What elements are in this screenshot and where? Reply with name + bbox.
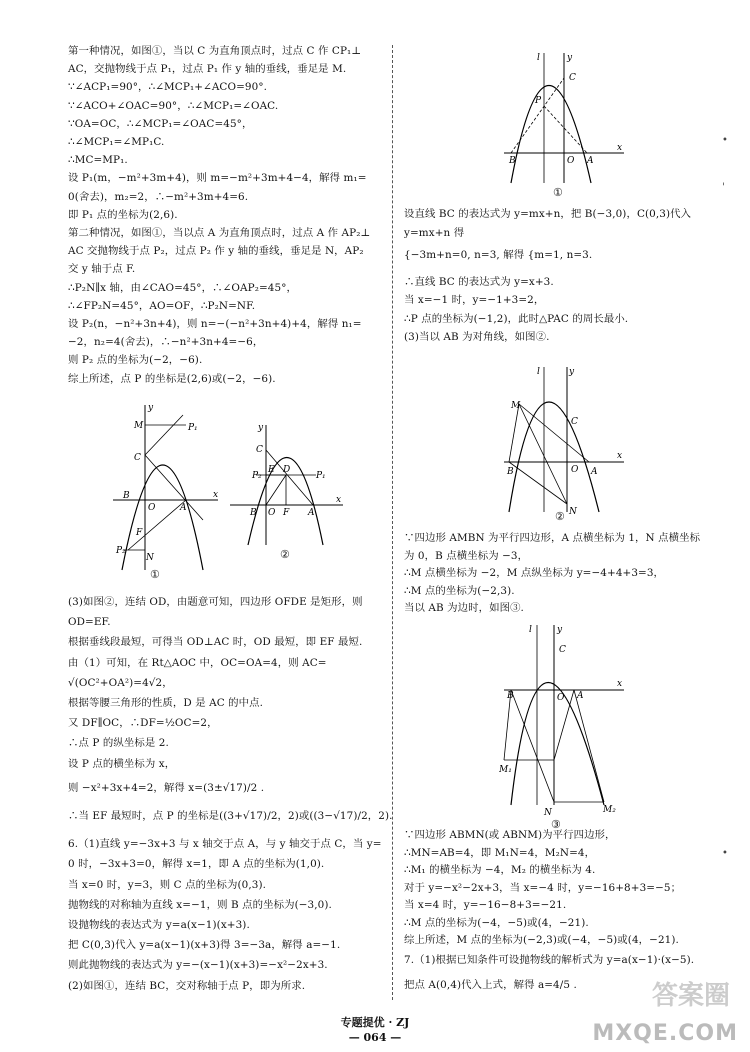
- text-line: ∵∠ACP₁=90°，∴∠MCP₁+∠ACO=90°.: [68, 81, 268, 94]
- text-line: ∴M₁ 的横坐标为 −4，M₂ 的横坐标为 4.: [404, 864, 596, 876]
- svg-text:O: O: [148, 503, 156, 513]
- text-line: OD=EF.: [68, 616, 111, 629]
- text-line: 设直线 BC 的表达式为 y=mx+n，把 B(−3,0)，C(0,3)代入: [404, 208, 692, 220]
- svg-text:P₁: P₁: [188, 423, 198, 433]
- text-line: AC，交抛物线于点 P₁，过点 P₁ 作 y 轴的垂线，垂足是 M.: [68, 63, 347, 76]
- text-line: 当 x=−1 时，y=−1+3=2，: [404, 294, 545, 306]
- text-line: 0 时，−3x+3=0，解得 x=1，即 A 点的坐标为(1,0).: [68, 858, 325, 871]
- svg-text:l: l: [537, 53, 540, 63]
- svg-text:D: D: [283, 465, 291, 475]
- parabola-figure-2: [228, 420, 348, 560]
- text-line: 根据垂线段最短，可得当 OD⊥AC 时，OD 最短，即 EF 最短.: [68, 636, 363, 649]
- svg-text:B: B: [509, 156, 516, 166]
- text-line: √(OC²+OA²)=4√2，: [68, 676, 173, 689]
- text-line: ∵四边形 ABMN(或 ABNM)为平行四边形，: [404, 829, 616, 841]
- svg-text:A: A: [180, 503, 187, 513]
- text-line: 则 −x²+3x+4=2，解得 x=(3±√17)/2 .: [68, 781, 265, 794]
- parabola-figure-r3: [499, 620, 629, 820]
- text-line: 设 P₂(n，−n²+3n+4)，则 n=−(−n²+3n+4)+4，解得 n₁=: [68, 318, 362, 330]
- figure-caption: ①: [553, 186, 563, 199]
- text-line: 又 DF∥OC，∴DF=½OC=2，: [68, 717, 218, 730]
- text-line: ∴∠MCP₁=∠MP₁C.: [68, 136, 165, 148]
- text-line: y=mx+n 得: [404, 226, 465, 239]
- text-line: 当 x=0 时，y=3，则 C 点的坐标为(0,3).: [68, 878, 267, 891]
- text-line: (3)当以 AB 为对角线，如图②.: [404, 331, 550, 343]
- text-line: ∴点 P 的纵坐标是 2.: [68, 737, 169, 750]
- svg-text:P: P: [535, 96, 542, 106]
- figure-caption: ①: [150, 568, 160, 581]
- svg-text:C: C: [134, 453, 141, 463]
- svg-text:y: y: [557, 625, 563, 635]
- text-line: 第一种情况，如图①，当以 C 为直角顶点时，过点 C 作 CP₁⊥: [68, 45, 362, 57]
- text-line: 6.（1)直线 y=−3x+3 与 x 轴交于点 A，与 y 轴交于点 C，当 y=: [68, 838, 382, 851]
- text-line: −2，n₂=4(舍去)，∴−n²+3n+4=−6，: [68, 336, 264, 349]
- svg-text:y: y: [148, 403, 154, 413]
- figure-caption: ②: [280, 548, 290, 561]
- text-line: (2)如图①，连结 BC，交对称轴于点 P，即为所求.: [68, 979, 306, 992]
- svg-text:C: C: [571, 417, 578, 427]
- text-line: 交 y 轴于点 F.: [68, 263, 136, 276]
- footer-title: 专题提优 · ZJ: [340, 1016, 410, 1029]
- figure-caption: ②: [555, 510, 565, 523]
- svg-text:N: N: [569, 507, 577, 517]
- svg-text:N: N: [146, 553, 154, 563]
- right-figure-3: [499, 620, 629, 831]
- text-line: 7.（1)根据已知条件可设抛物线的解析式为 y=a(x−1)·(x−5).: [404, 953, 695, 966]
- page-number: — 064 —: [348, 1031, 402, 1044]
- svg-text:A: A: [577, 691, 584, 701]
- text-line: ∵∠ACO+∠OAC=90°，∴∠MCP₁=∠OAC.: [68, 99, 279, 112]
- watermark: MXQE.COM: [592, 1021, 738, 1046]
- svg-text:l: l: [537, 367, 540, 377]
- svg-text:F: F: [136, 528, 143, 538]
- text-line: 设抛物线的表达式为 y=a(x−1)(x+3).: [68, 919, 250, 931]
- svg-text:M₁: M₁: [499, 765, 512, 775]
- svg-text:x: x: [617, 143, 623, 153]
- svg-text:B: B: [507, 467, 514, 477]
- svg-text:O: O: [557, 693, 565, 703]
- text-line: ∴当 EF 最短时，点 P 的坐标是((3+√17)/2，2)或((3−√17)/2，2).: [68, 810, 393, 822]
- svg-text:A: A: [308, 508, 315, 518]
- text-line: 综上所述，M 点的坐标为(−2,3)或(−4，−5)或(4，−21).: [404, 934, 679, 946]
- text-line: 第二种情况，如图①，当以点 A 为直角顶点时，过点 A 作 AP₂⊥: [68, 227, 371, 239]
- text-line: 根据等腰三角形的性质，D 是 AC 的中点.: [68, 697, 264, 709]
- watermark-logo: 答案圈: [651, 981, 730, 1011]
- text-line: ∴P₂N∥x 轴，由∠CAO=45°，∴∠OAP₂=45°，: [68, 281, 297, 294]
- text-line: ∴MN=AB=4，即 M₁N=4，M₂N=4，: [404, 846, 596, 859]
- text-line: ∴P 点的坐标为(−1,2)，此时△PAC 的周长最小.: [404, 312, 629, 325]
- parabola-figure-r2: [499, 362, 629, 520]
- text-line: 把点 A(0,4)代入上式，解得 a=4/5 .: [404, 979, 577, 991]
- text-line: 当 x=4 时，y=−16−8+3=−21.: [404, 899, 567, 911]
- text-line: (3)如图②，连结 OD，由题意可知，四边形 OFDE 是矩形，则: [68, 596, 363, 608]
- svg-text:P₁: P₁: [316, 471, 326, 481]
- text-line: AC 交抛物线于点 P₂，过点 P₂ 作 y 轴的垂线，垂足是 N，AP₂: [68, 245, 364, 258]
- svg-text:C: C: [256, 445, 263, 455]
- text-line: 综上所述，点 P 的坐标是(2,6)或(−2，−6).: [68, 372, 276, 385]
- svg-text:N: N: [544, 808, 552, 818]
- svg-text:M: M: [134, 421, 144, 431]
- text-line: 对于 y=−x²−2x+3，当 x=−4 时，y=−16+8+3=−5；: [404, 881, 682, 894]
- svg-text:O: O: [268, 508, 276, 518]
- text-line: 为 0，B 点横坐标为 −3，: [404, 549, 529, 562]
- svg-text:y: y: [567, 53, 573, 63]
- text-line: ∵OA=OC，∴∠MCP₁=∠OAC=45°，: [68, 117, 253, 130]
- text-line: 设 P₁(m，−m²+3m+4)，则 m=−m²+3m+4−4，解得 m₁=: [68, 172, 367, 185]
- text-line: 则此抛物线的表达式为 y=−(x−1)(x+3)=−x²−2x+3.: [68, 959, 328, 972]
- svg-text:E: E: [268, 465, 275, 475]
- parabola-figure-1: [108, 400, 228, 580]
- svg-text:B: B: [250, 508, 257, 518]
- svg-text:M: M: [511, 401, 521, 411]
- svg-text:x: x: [213, 490, 219, 500]
- svg-text:P₂: P₂: [252, 471, 262, 481]
- svg-text:B: B: [123, 491, 130, 501]
- text-line: ∴MC=MP₁.: [68, 154, 128, 167]
- svg-text:x: x: [336, 495, 342, 505]
- text-line: ∴直线 BC 的表达式为 y=x+3.: [404, 275, 554, 288]
- text-line: 则 P₂ 点的坐标为(−2，−6).: [68, 354, 203, 367]
- right-figure-2: [499, 362, 629, 523]
- text-line: ∴M 点的坐标为(−4，−5)或(4，−21).: [404, 916, 589, 929]
- column-divider: [392, 45, 393, 1000]
- text-line: ∴M 点的坐标为(−2,3).: [404, 584, 515, 597]
- svg-text:C: C: [569, 73, 576, 83]
- figure-caption: ③: [551, 818, 561, 831]
- svg-text:M₂: M₂: [603, 805, 616, 815]
- text-line: ∵四边形 AMBN 为平行四边形，A 点横坐标为 1，N 点横坐标: [404, 532, 701, 544]
- text-line: 把 C(0,3)代入 y=a(x−1)(x+3)得 3=−3a，解得 a=−1.: [68, 939, 341, 952]
- svg-text:O: O: [567, 156, 575, 166]
- text-line: 抛物线的对称轴为直线 x=−1，则 B 点的坐标为(−3,0).: [68, 898, 332, 911]
- parabola-figure-r1: [499, 48, 629, 198]
- svg-text:A: A: [591, 467, 598, 477]
- text-line: 由（1）可知，在 Rt△AOC 中，OC=OA=4，则 AC=: [68, 656, 327, 669]
- svg-text:l: l: [529, 625, 532, 635]
- svg-text:O: O: [571, 465, 579, 475]
- text-line: 0(舍去)，m₂=2，∴−m²+3m+4=6.: [68, 190, 249, 203]
- right-figure-1: [499, 48, 629, 198]
- text-line: 即 P₁ 点的坐标为(2,6).: [68, 208, 178, 221]
- svg-text:x: x: [617, 451, 623, 461]
- text-line: 设 P 点的横坐标为 x，: [68, 757, 176, 770]
- text-line: 当以 AB 为边时，如图③.: [404, 602, 524, 614]
- svg-text:x: x: [617, 679, 623, 689]
- svg-text:C: C: [559, 645, 566, 655]
- text-line: ∴M 点横坐标为 −2，M 点纵坐标为 y=−4+4+3=3，: [404, 567, 665, 579]
- svg-text:y: y: [258, 423, 264, 433]
- text-line: {−3m+n=0, n=3, 解得 {m=1, n=3.: [404, 249, 593, 261]
- left-figure-2: [228, 420, 348, 560]
- svg-text:P₂: P₂: [116, 546, 126, 556]
- svg-text:B: B: [507, 691, 514, 701]
- svg-text:F: F: [283, 508, 290, 518]
- svg-text:A: A: [587, 156, 594, 166]
- text-line: ∴∠FP₂N=45°，AO=OF，∴P₂N=NF.: [68, 299, 256, 312]
- left-figure-1: [108, 400, 228, 580]
- svg-text:y: y: [569, 367, 575, 377]
